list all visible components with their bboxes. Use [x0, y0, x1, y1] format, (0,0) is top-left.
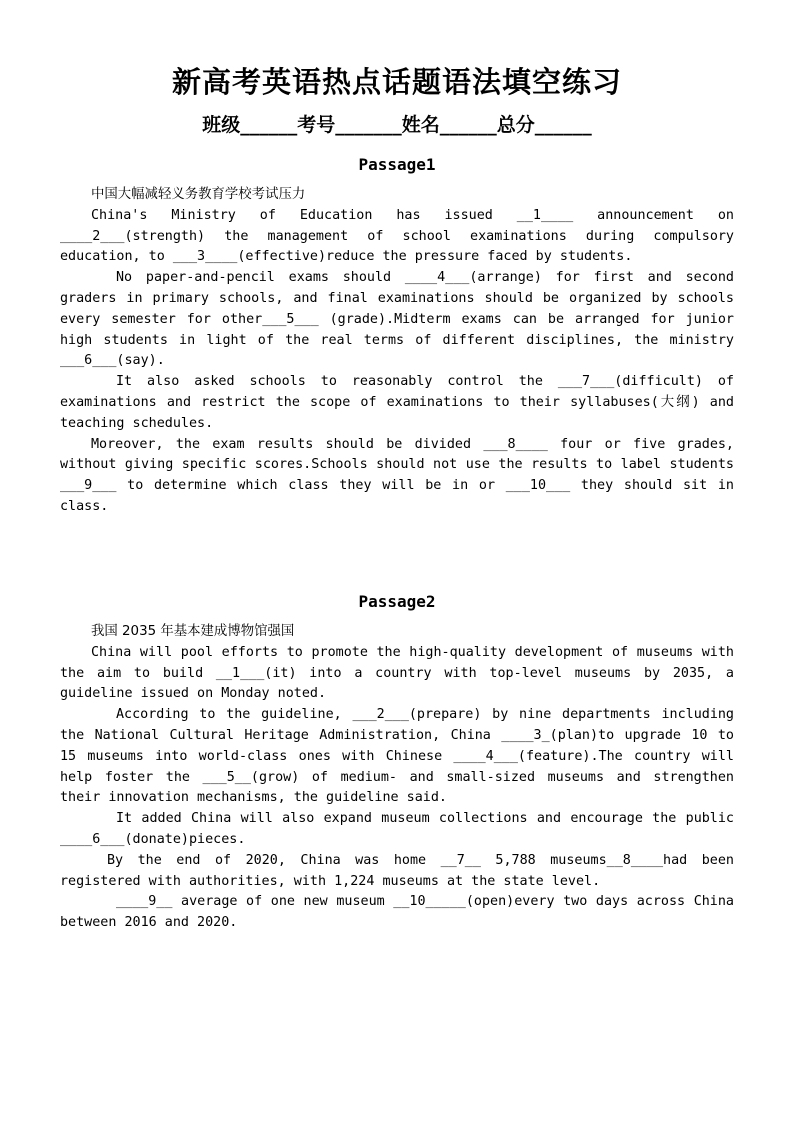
- page-title: 新高考英语热点话题语法填空练习: [171, 65, 622, 99]
- exam-number-field-label: 考号_______: [297, 114, 402, 136]
- passage1-subtitle: 中国大幅减轻义务教育学校考试压力: [91, 187, 306, 202]
- class-field-label: 班级______: [202, 114, 298, 136]
- passage2-body: [60, 622, 734, 934]
- passage2-heading: Passage2: [358, 592, 436, 611]
- passage2-paragraph-5: ____9__ average of one new museum __10_____(open)every two days across China between 2016 and 2020.: [60, 894, 734, 931]
- passage2-paragraph-3: It added China will also expand museum collections and encourage the public ____6___(donate)pieces.: [60, 811, 734, 847]
- passage1-paragraph-1: China's Ministry of Education has issued __1____ announcement on ____2___(strength) the management of school examinations during compulsory education, to ___3____(effective)reduce the pressure faced by students.: [60, 207, 734, 265]
- passage2-paragraph-4: By the end of 2020, China was home __7__ 5,788 museums__8____had been registered with authorities, with 1,224 museums at the state level.: [60, 852, 734, 889]
- score-field-label: 总分______: [496, 114, 592, 136]
- passage1-paragraph-3: It also asked schools to reasonably control the ___7___(difficult) of examinations and restrict the scope of examinations to their syllabuses(大纲) and teaching schedules.: [60, 374, 734, 431]
- passage1-body: [60, 185, 734, 518]
- passage1-paragraph-4: Moreover, the exam results should be divided ___8____ four or five grades, without giving specific scores.Schools should not use the results to label students ___9___ to determine which class they will be in or ___10___ they should sit in class.: [60, 436, 734, 514]
- passage1-paragraph-2: No paper-and-pencil exams should ____4___(arrange) for first and second graders in primary schools, and final examinations should be organized by schools every semester for other___5___ (grade).Midterm exams can be arranged for junior high students in light of the real terms of different disciplines, the ministry ___6___(say).: [60, 270, 734, 369]
- passage2-paragraph-1: China will pool efforts to promote the high-quality development of museums with the aim to build __1___(it) into a country with top-level museums by 2035, a guideline issued on Monday noted.: [60, 644, 734, 702]
- student-info-line: [0, 110, 794, 137]
- passage2-paragraph-2: According to the guideline, ___2___(prepare) by nine departments including the National Cultural Heritage Administration, China ____3_(plan)to upgrade 10 to 15 museums into world-class ones with Chinese ____4___(feature).The country will help foster the ___5__(grow) of medium- and small-sized museums and strengthen their innovation mechanisms, the guideline said.: [60, 707, 734, 806]
- name-field-label: 姓名______: [401, 114, 497, 136]
- passage1-heading: Passage1: [358, 155, 436, 174]
- passage2-subtitle: 我国 2035 年基本建成博物馆强国: [91, 624, 295, 639]
